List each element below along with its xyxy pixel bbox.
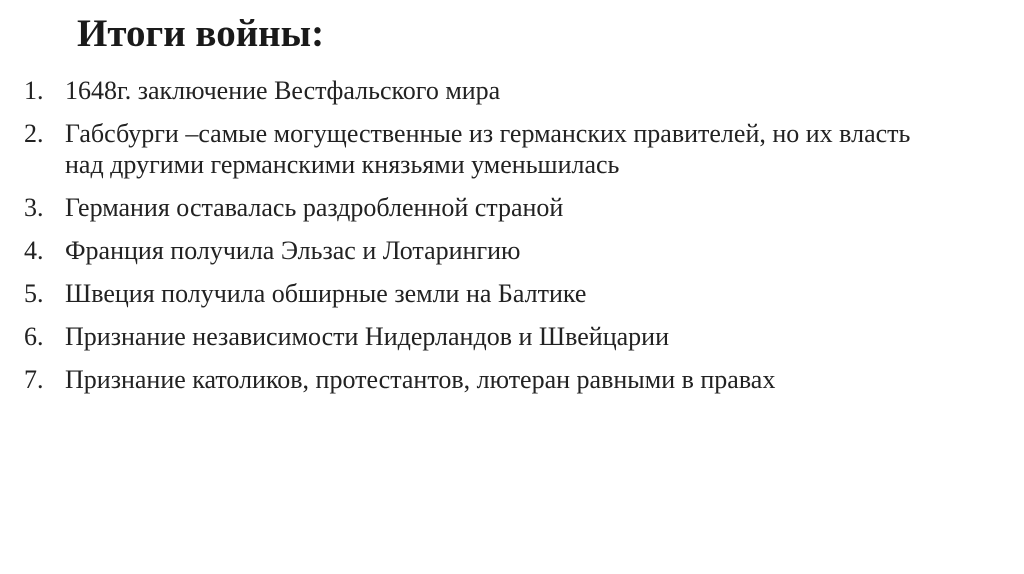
item-number: 5. (24, 279, 44, 308)
list-item (24, 75, 924, 106)
item-text: Франция получила Эльзас и Лотарингию (65, 236, 521, 265)
item-number: 2. (24, 119, 44, 148)
item-number: 4. (24, 236, 44, 265)
item-number: 3. (24, 193, 44, 222)
list-item (24, 118, 924, 180)
list-item (24, 321, 924, 352)
item-number: 7. (24, 365, 44, 394)
item-text: Швеция получила обширные земли на Балтике (65, 279, 587, 308)
item-number: 6. (24, 322, 44, 351)
list-item (24, 235, 924, 266)
item-text: Габсбурги –самые могущественные из германских правителей, но их власть над другими германскими князьями уменьшилась (65, 119, 911, 179)
item-text: 1648г. заключение Вестфальского мира (65, 76, 501, 105)
item-text: Признание католиков, протестантов, лютеран равными в правах (65, 365, 776, 394)
list-item (24, 278, 924, 309)
item-text: Признание независимости Нидерландов и Швейцарии (65, 322, 669, 351)
list-item (24, 192, 924, 223)
slide-title: Итоги войны: (77, 12, 325, 55)
results-list (24, 75, 924, 407)
item-text: Германия оставалась раздробленной страной (65, 193, 564, 222)
item-number: 1. (24, 76, 44, 105)
list-item (24, 364, 924, 395)
